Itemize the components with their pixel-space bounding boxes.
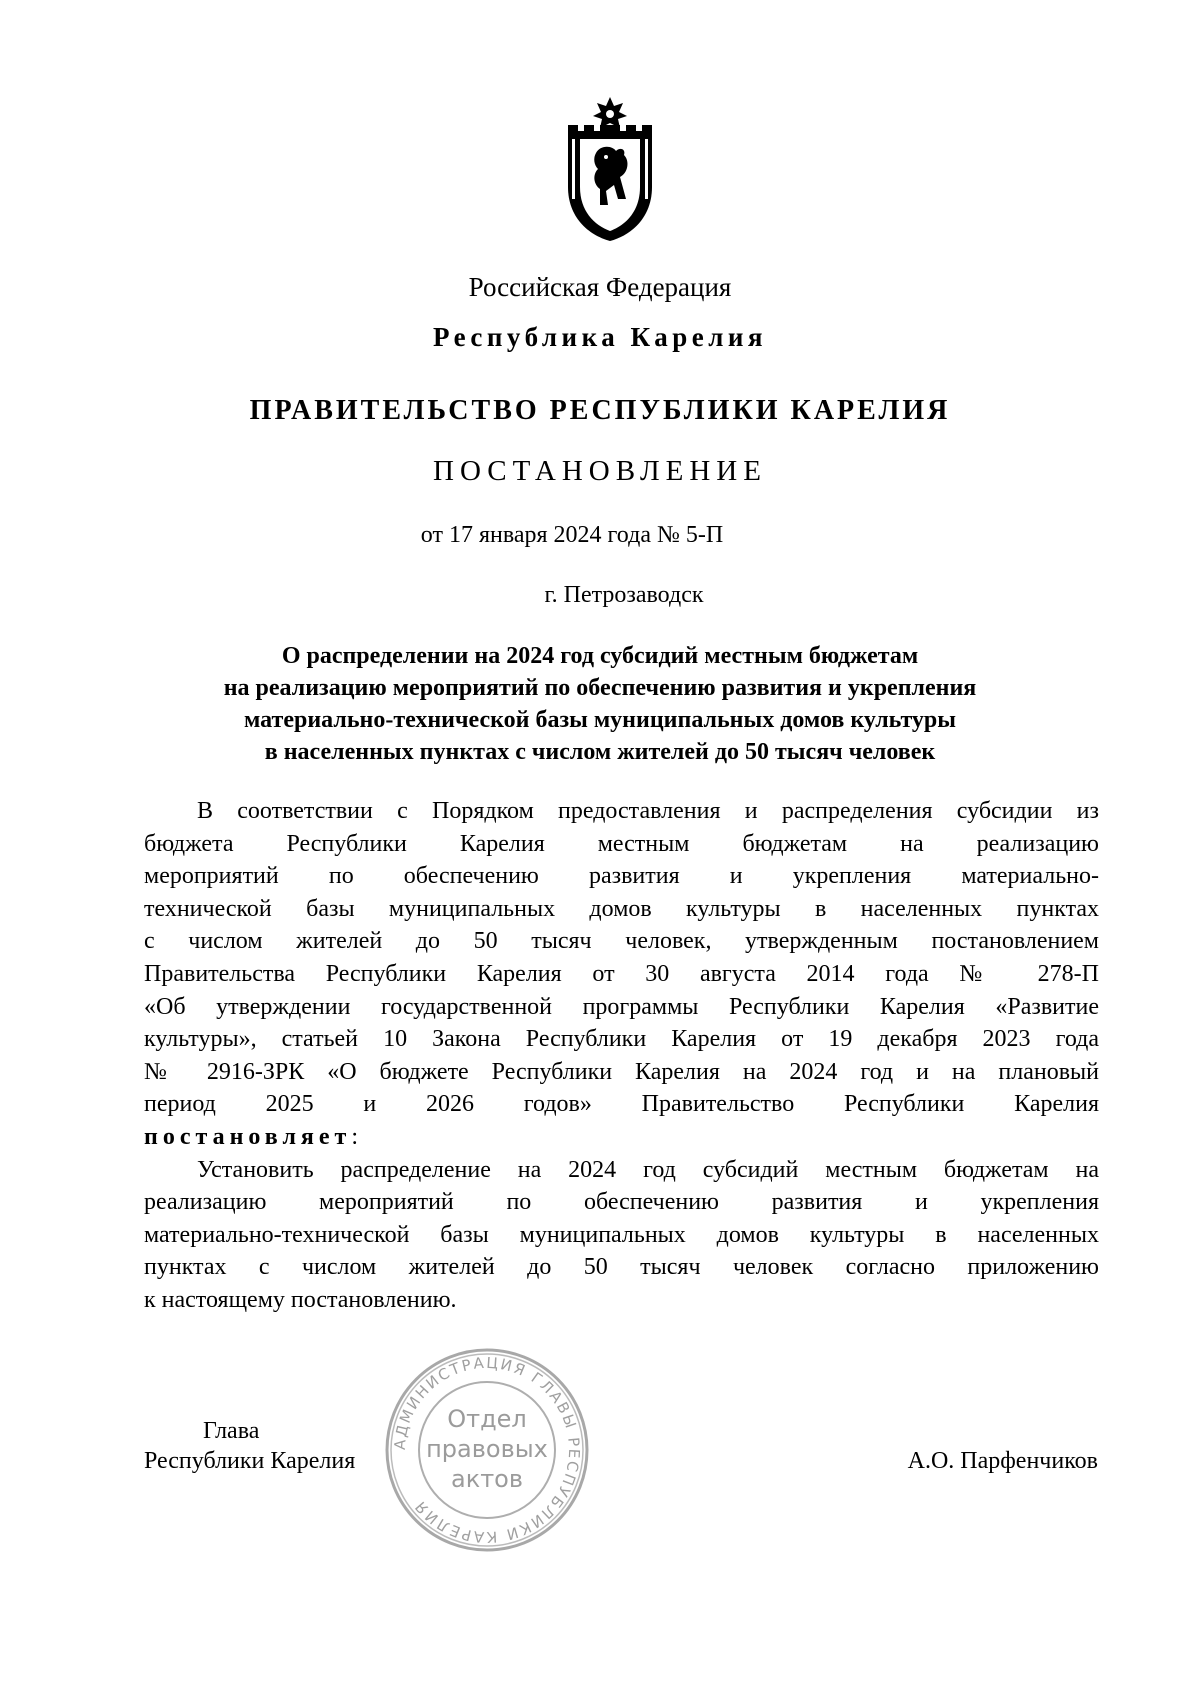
stamp-seal-icon [382,1345,592,1555]
document-date-number: от 17 января 2024 года № 5-П [420,522,724,548]
text-line: Установить распределение на 2024 год субсидий местным бюджетам на [197,1156,1099,1183]
text-line: технической базы муниципальных домов культуры в населенных пунктах [144,895,1099,922]
document-city: г. Петрозаводск [544,582,704,608]
decree-colon: : [351,1123,358,1150]
decree-line [144,1121,1099,1154]
signatory-title: Глава [203,1418,260,1444]
coat-of-arms-icon [560,95,660,245]
text-line: «Об утверждении государственной программы Республики Карелия «Развитие [144,993,1099,1020]
stamp-center-line: Отдел [447,1405,527,1433]
stamp-ring-text: АДМИНИСТРАЦИЯ ГЛАВЫ РЕСПУБЛИКИ КАРЕЛИЯ [390,1353,584,1547]
document-type: ПОСТАНОВЛЕНИЕ [433,455,767,487]
text-line: бюджета Республики Карелия местным бюджетам на реализацию [144,830,1099,857]
text-line: реализацию мероприятий по обеспечению развития и укрепления [144,1189,1099,1216]
text-line: В соответствии с Порядком предоставления и распределения субсидии из [197,798,1099,824]
country-name: Российская Федерация [468,272,732,302]
document-title [0,640,1200,768]
decree-word: постановляет [144,1123,352,1150]
text-line: пунктах с числом жителей до 50 тысяч человек согласно приложению [144,1254,1099,1281]
title-line: в населенных пунктах с числом жителей до 50 тысяч человек [264,739,936,765]
text-line: с числом жителей до 50 тысяч человек, утвержденным постановлением [144,928,1099,955]
signatory-title-2: Республики Карелия [144,1448,356,1474]
title-line: материально-технической базы муниципальных домов культуры [243,707,957,733]
government-name: ПРАВИТЕЛЬСТВО РЕСПУБЛИКИ КАРЕЛИЯ [249,395,951,426]
republic-name: Республика Карелия [432,322,768,352]
title-line: на реализацию мероприятий по обеспечению развития и укрепления [223,675,977,701]
text-line: Правительства Республики Карелия от 30 августа 2014 года № 278-П [144,960,1099,987]
paragraph-resolution [144,1154,1099,1317]
stamp-center-line: актов [450,1465,524,1493]
text-line: культуры», статьей 10 Закона Республики Карелия от 19 декабря 2023 года [144,1026,1099,1053]
signatory-name: А.О. Парфенчиков [907,1448,1098,1474]
text-line: период 2025 и 2026 годов» Правительство Республики Карелия [144,1091,1099,1118]
title-line: О распределении на 2024 год субсидий местным бюджетам [281,643,919,669]
text-line: № 2916-ЗРК «О бюджете Республики Карелия на 2024 год и на плановый [144,1058,1099,1085]
document-body [144,795,1099,1317]
paragraph-preamble [144,795,1099,1154]
stamp-center-line: правовых [426,1435,548,1463]
text-line: к настоящему постановлению. [144,1286,457,1313]
text-line: материально-технической базы муниципальных домов культуры в населенных [144,1221,1099,1248]
text-line: мероприятий по обеспечению развития и укрепления материально- [144,863,1099,890]
